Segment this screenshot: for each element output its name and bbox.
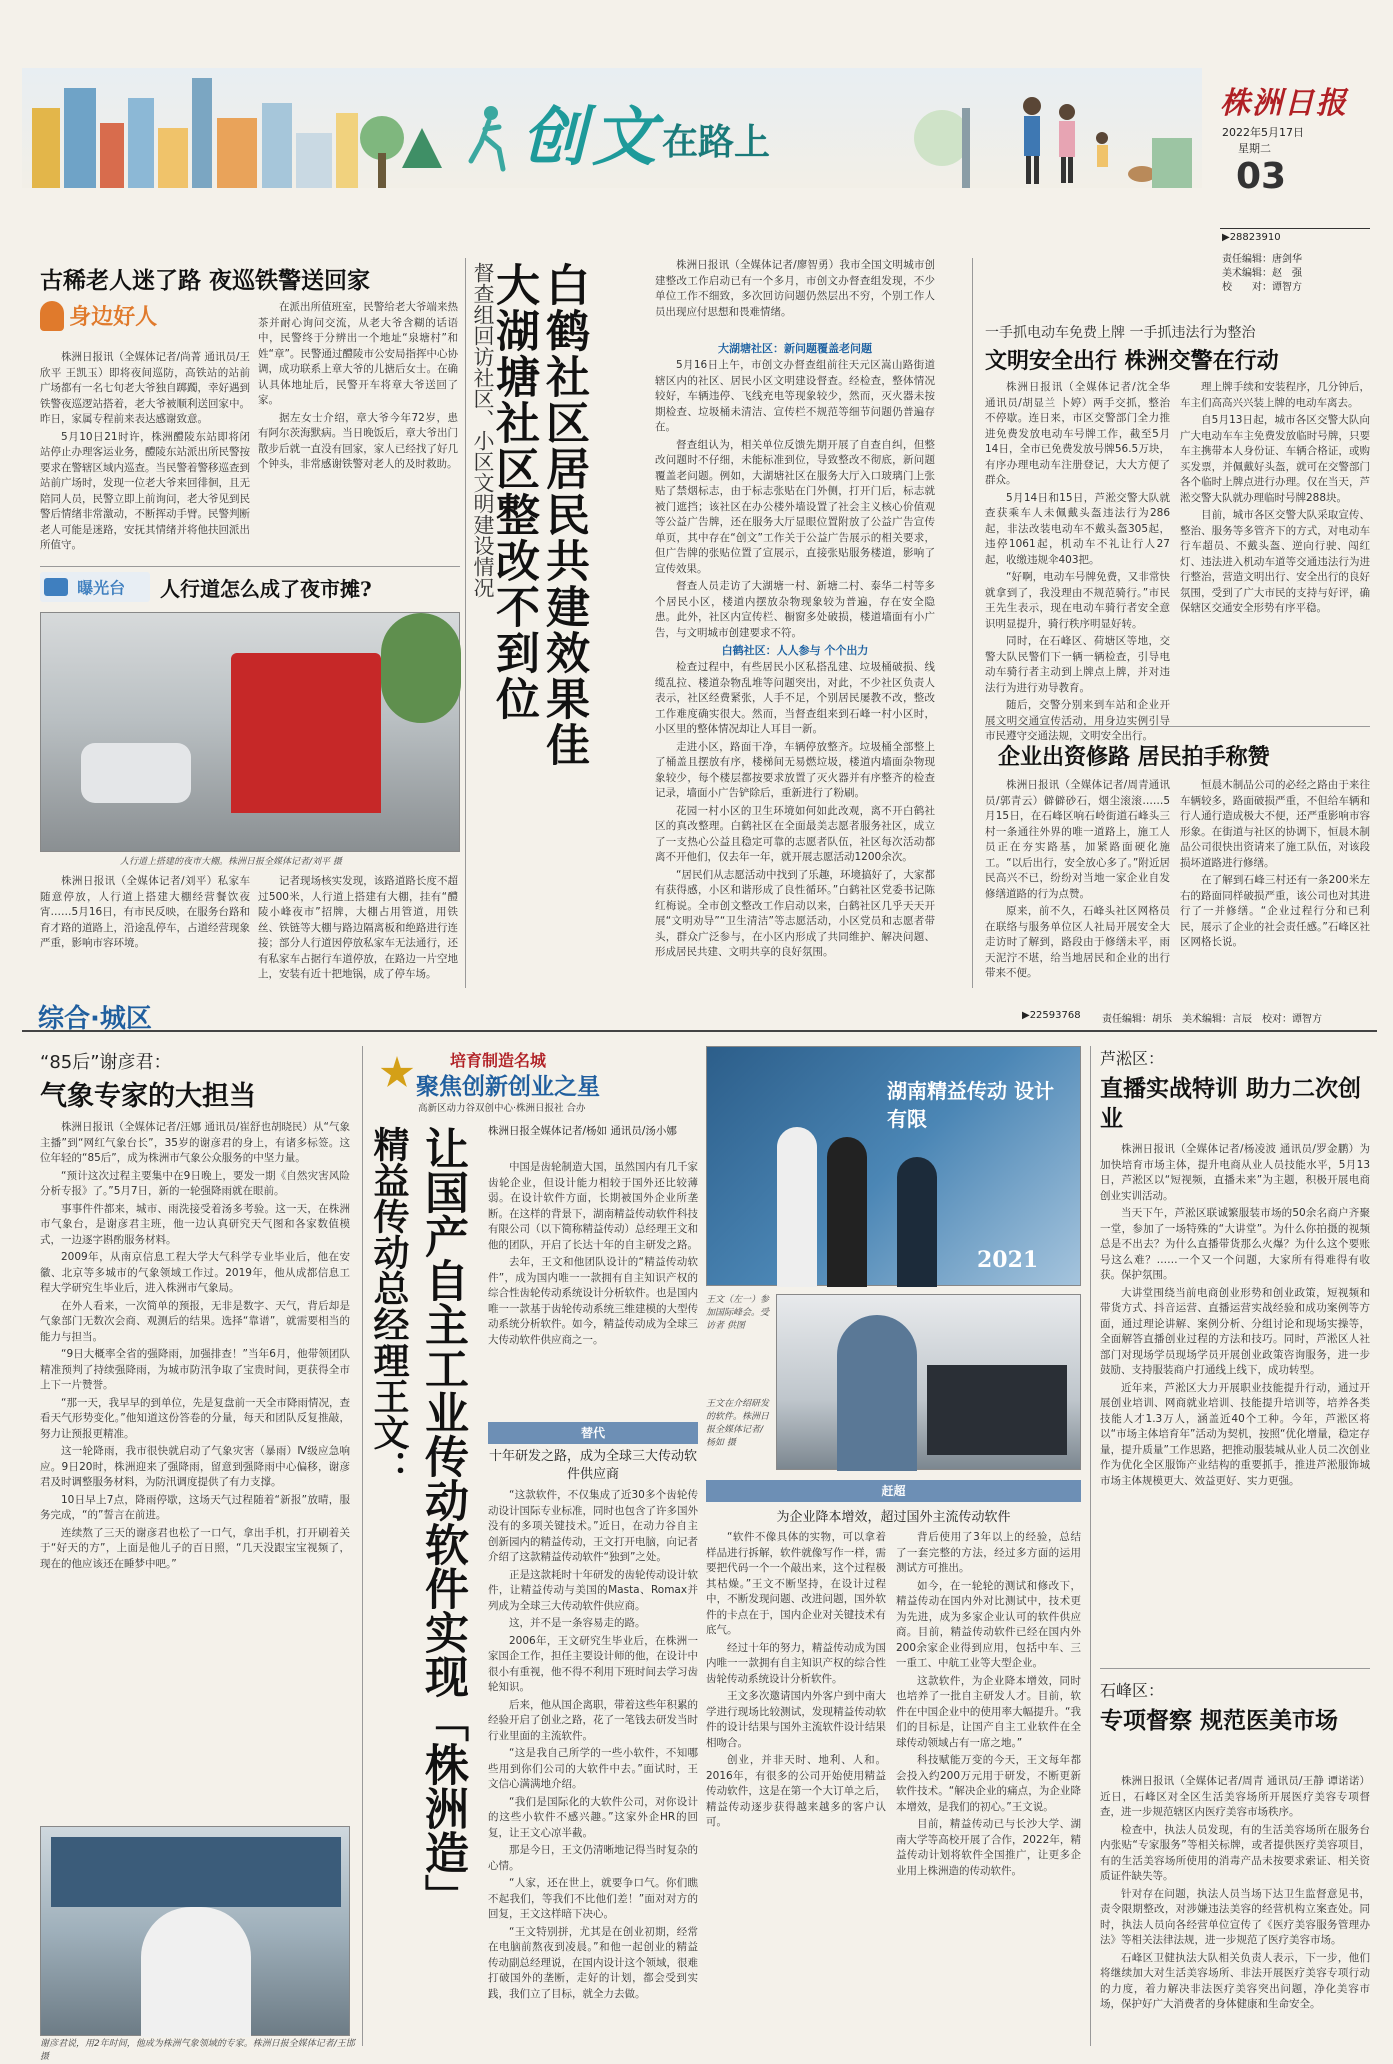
story-divider-left	[40, 566, 460, 567]
story1-tag: 身边好人	[40, 300, 210, 340]
story-divider-bottom-right	[1100, 1668, 1370, 1669]
story7-kicker: 精益传动总经理王文：	[368, 1126, 410, 1486]
story1-body-col1: 株洲日报讯（全媒体记者/尚菁 通讯员/王欣平 王凯玉）即将夜间巡防，高铁站的站前广场都有一名七旬老大爷独自踯躅，幸好遇到铁警夜巡逻站搭着，老大爷被顺利送回家中。昨日，家属专程前来表达感谢致意。 5月10日21时许，株洲醴陵东站即将闭站停止办理客运业务，醴陵东站派出所民警按要求在警辖区域内巡查。当民警着警移巡查到站前广场时，发现一位老大爷来回徘徊，且无陪同人员，民警立即上前询问，老大爷见到民警后情绪非常激动，不断挥动手臂。民警判断老人可能是迷路，安抚其情绪并将他扶回派出所值守。	[40, 351, 250, 551]
runner-icon	[467, 103, 507, 173]
story4-body-col1: 株洲日报讯（全媒体记者/沈全华 通讯员/胡显兰 卜婷）两手交抓，整治不停歇。连日来，市区交警部门全力推进免费发放电动车号牌工作，截至5月14日，全市已免费发放号牌56.5万块，有序办理电动车注册登记，大大方便了群众。 5月14日和15日，芦淞交警大队就查获乘车人未佩戴头盔违法行为286起，非法改装电动车不戴头盔305起，违停1061起，机动车不礼让行人27起，收缴违规伞403把。 “好啊，电动车号牌免费，又非常快就拿到了，我没理由不规范骑行。”市民王先生表示，现在电动车骑行者安全意识明显提升，骑行秩序明显好转。 同时，在石峰区、荷塘区等地，交警大队民警们下一辆一辆检查，引导电动车骑行者主动到上牌点上牌，并对违法行为进行劝导教育。 随后，交警分别来到车站和企业开展文明交通宣传活动，用身边实例引导市民遵守交通法规，文明安全出行。	[985, 381, 1170, 742]
story7-badge: 培育制造名城 聚焦创新创业之星 高新区动力谷双创中心·株洲日报社 合办	[380, 1048, 680, 1120]
story4-kicker: 一手抓电动车免费上牌 一手抓违法行为整治	[985, 325, 1256, 341]
story8-title: 直播实战特训 助力二次创业	[1100, 1075, 1362, 1132]
story3-subtitle: 督查组回访社区、小区文明建设情况	[471, 262, 495, 598]
column-rule-1	[465, 258, 466, 988]
column-rule-4	[1090, 1046, 1091, 2046]
story5-body-col1: 株洲日报讯（全媒体记者/周青通讯员/郭青云）僻僻砂石，烟尘滚滚……5月15日，在石峰区响石岭街道石峰头三村一条通往外界的唯一道路上，施工人员正在夯实路基，加紧路面硬化施工。“以后出行，安全放心多了。”附近居民高兴不已，纷纷对当地一家企业自发修缮道路的行为点赞。 原来，前不久，石峰头社区网格员在联络与服务单位区人社局开展安全大走访时了解到，路段由于修缮未平，雨天泥泞不堪，给当地居民和企业的出行带来不便。	[985, 779, 1170, 979]
section-name: 综合·城区	[38, 1004, 152, 1034]
story9-kicker: 石峰区：	[1100, 1681, 1165, 1700]
story3-body2: 检查过程中，有些居民小区私搭乱建、垃圾桶破损、线缆乱拉、楼道杂物乱堆等问题突出，对此，不少社区负责人表示，社区经费紧张，人手不足，个别居民屡教不改，整改工作难度确实很大。然而，当督查组来到石峰一村小区时，小区里的整体情况却让人耳目一新。 走进小区，路面干净，车辆停放整齐。垃圾桶全部整上了桶盖且摆放有序，楼梯间无易燃垃圾，楼道内墙面杂物现象较少，每个楼层都按要求放置了灭火器并有序整齐的检查记录，墙面小广告铲除后，重新进行了粉刷。 花园一村小区的卫生环境如何如此改观，离不开白鹤社区的真改整理。白鹤社区在全面最美志愿者服务社区，成立了一支热心公益且稳定可靠的志愿者队伍，社区每次活动都离不开他们，仅去年一年，就开展志愿活动1200余次。 “居民们从志愿活动中找到了乐趣，环境搞好了，大家都有获得感，小区和谐形成了良性循环。”白鹤社区党委书记陈红梅说。全市创文整改工作启动以来，白鹤社区几乎天天开展“文明劝导”“卫生清洁”等志愿活动，小区党员和志愿者带头，群众广泛参与，在小区内形成了共同维护、解决问题、形成居民共建、文明共享的良好氛围。	[655, 661, 935, 958]
page-number: 03	[1236, 156, 1287, 197]
tree	[381, 613, 461, 723]
story3-sub1: 大湖塘社区：新问题覆盖老问题	[718, 342, 872, 355]
masthead-editor-1: 责任编辑：唐剑华	[1222, 254, 1302, 265]
story7-byline: 株洲日报全媒体记者/杨如 通讯员/汤小娜	[488, 1125, 677, 1137]
person-icon	[40, 301, 64, 331]
column-rule-3	[362, 1046, 363, 2046]
story3-body1: 5月16日上午，市创文办督查组前往天元区嵩山路街道辖区内的社区、居民小区文明建设督查。经检查，整体情况较好，车辆违停、飞线充电等现象较少，然而，灭火器未按期检查、垃圾桶未清洁、宣传栏不规范等细节问题仍普遍存在。 督查组认为，相关单位反馈先期开展了自查自纠，但整改问题时不仔细，未能标准到位，导致整改不彻底，新问题覆盖老问题。例如，大湖塘社区在服务大厅入口玻璃门上张贴了禁烟标志，由于标志张贴在门外侧，打开门后，标志就被门遮挡；该社区在办公楼外墙设置了社会主义核心价值观等公益广告牌，还在服务大厅显眼位置附放了公益广告宣传单页，其中存在“创文”工作关于公益广告展示的相关要求，但广告牌的张贴位置了宣展示，直接张贴服务楼道，影响了宣传效果。 督查人员走访了大湖塘一村、新塘二村、泰华二村等多个居民小区，楼道内摆放杂物现象较为普遍，存在安全隐患。此外，社区内宣传栏、橱窗多处破损，楼道墙面有小广告，与文明城市创建要求不符。	[655, 359, 935, 639]
story2-photo-caption: 人行道上搭建的夜市大棚。株洲日报全媒体记者/刘平 摄	[120, 857, 342, 867]
story7-sub1-title: 十年研发之路，成为全球三大传动软件供应商	[488, 1449, 697, 1482]
story7-body-right2: 背后使用了3年以上的经验，总结了一套完整的方法，经过多方面的运用测试方可推出。 如今，在一轮轮的测试和修改下，精益传动在国内外对比测试中，技术更为先进，成为多家企业认可的软件供应商。目前，精益传动软件已经在国内外200余家企业得到应用，包括中车、三一重工、中航工业等大型企业。 这款软件，为企业降本增效，同时也培养了一批自主研发人才。目前，软件在中国企业中的使用率大幅提升。“我们的目标是，让国产自主工业软件在全球传动领域占有一席之地。” 科技赋能万变的今天，王文每年都会投入约200万元用于研发，不断更新软件技术。“解决企业的痛点，为企业降本增效，是我们的初心。”王文说。 目前，精益传动已与长沙大学、湖南大学等高校开展了合作，2022年，精益传动计划将软件全国推广，让更多企业用上株洲造的传动软件。	[896, 1531, 1081, 1877]
story7-sub1: 替代	[488, 1422, 698, 1444]
story4-body-col2: 理上牌手续和安装程序，几分钟后，车主们高高兴兴装上牌的电动车离去。 自5月13日起，城市各区交警大队向广大电动车车主免费发放临时号牌，只要车主携带本人身份证、车辆合格证，或购买发票，并佩戴好头盔，就可在交警部门各个临时上牌点进行办理。仅在当天，芦淞交警大队就办理临时号牌288块。 目前，城市各区交警大队采取宣传、整治、服务等多管齐下的方式，对电动车行车超员、不戴头盔、逆向行驶、闯红灯、违法进入机动车道等交通违法行为进行整治，营造文明出行、安全出行的良好氛围，受到了广大市民的支持与好评，确保辖区交通安全形势有序平稳。	[1180, 381, 1370, 614]
story1-title: 古稀老人迷了路 夜巡铁警送回家	[40, 267, 371, 294]
section-header-bar	[22, 996, 1377, 1032]
section-phone: ▶22593768	[1022, 1010, 1081, 1021]
story7-sub2-title: 为企业降本增效，超过国外主流传动软件	[776, 1510, 1011, 1525]
story7-body-left: 中国是齿轮制造大国，虽然国内有几千家齿轮企业，但设计能力相较于国外还比较薄弱。在设计软件方面，长期被国外企业所垄断。在这样的背景下，湖南精益传动软件科技有限公司（以下简称精益传动）总经理王文和他的团队，开启了长达十年的自主研发之路。 去年，王文和他团队设计的“精益传动软件”，成为国内唯一一款拥有自主知识产权的综合性齿轮传动系统设计分析软件。也是国内唯一一款基于齿轮传动系统三维建模的大型传动系统分析软件。如今，精益传动成为全球三大传动软件供应商之一。	[488, 1161, 698, 1346]
paper-name: 株洲日报	[1220, 86, 1348, 121]
story5-body-col2: 恒晨木制品公司的必经之路由于来往车辆较多，路面破损严重，不但给车辆和行人通行造成极大不便，还严重影响市容形象。在街道与社区的协调下，恒晨木制品公司很快出资请来了施工队伍，对该段损坏道路进行修缮。 在了解到石峰三村还有一条200米左右的路面同样破损严重，该公司也对其进行了一并修缮。“企业过程行分和已利民，展示了企业的社会责任感。”石峰区社区网格长说。	[1180, 779, 1370, 948]
story3-intro: 株洲日报讯（全媒体记者/廖智勇）我市全国文明城市创建整改工作启动已有一个多月，市创文办督查组发现，不少单位工作不细致，多次回访问题仍然层出不穷，个别工作人员出现应付思想和畏难情绪。	[655, 259, 935, 318]
story2-photo	[40, 612, 460, 852]
story7-photo2-caption: 王文在介绍研发的软件。株洲日报全媒体记者/杨如 摄	[706, 1399, 770, 1448]
story2-title: 人行道怎么成了夜市摊?	[160, 577, 372, 601]
story3-sub2: 白鹤社区：人人参与 个个出力	[721, 644, 869, 657]
banner-title: 创文	[522, 100, 662, 175]
story1-body-col2: 在派出所值班室，民警给老大爷端来热茶并耐心询问交流，从老大爷含糊的话语中，民警终于分辨出一个地址“泉塘村”和姓“章”。民警通过醴陵市公安局指挥中心协调，成功联系上章大爷的儿搪后女士。在确认具体地址后，民警开车将章大爷送回了家。 据左女士介绍，章大爷今年72岁，患有阿尔茨海默病。当日晚饭后，章大爷出门散步后就一直没有回家，家人已经找了好几个钟头，非常感谢铁警对老人的及时救助。	[258, 301, 458, 470]
person-figure-2	[827, 1137, 867, 1287]
story8-body: 株洲日报讯（全媒体记者/杨凌波 通讯员/罗金鹏）为加快培育市场主体，提升电商从业人员技能水平，5月13日，芦淞区以“短视频，直播未来”为主题，积极开展电商创业实训活动。 当天下午，芦淞区联诚繁服装市场的50余名商户齐聚一堂，参加了一场特殊的“大讲堂”。为什么你拍摄的视频总是不出去？为什么直播带货那么火爆？为什么这个要账号这么难？……一个又一个问题，大家所有得难得有收获。保护氛围。 大讲堂围绕当前电商创业形势和创业政策，短视频和带货方式、抖音运营、直播运营实战经验和成功案例等方面，通过理论讲解、案例分析、分组讨论和现场实操等，全面解答直播创业过程的方法和技巧。同时，芦淞区人社部门对现场学员现场学员开展创业政策咨询服务，进一步鼓励、支持服装商户打通线上线下，成功转型。 近年来，芦淞区大力开展职业技能提升行动，通过开展创业培训、网商就业培训、技能提升培训等，培养各类技能人才1.3万人，涵盖近40个工种。今年，芦淞区将以“市场主体培育年”活动为契机，按照“优化增量，稳定存量，提升质量”工作思路，把推动服装城从业人员二次创业作为优化全区服饰产业结构的重要抓手，推进芦淞服饰城市场主体规模更大、效益更好、实力更强。	[1100, 1143, 1370, 1487]
issue-date: 2022年5月17日	[1222, 126, 1304, 139]
story6-body: 株洲日报讯（全媒体记者/汪娜 通讯员/崔舒也胡晓民）从“气象主播”到“网红气象台长”，35岁的谢彦君的身上，有诸多标签。这位年轻的“85后”，成为株洲市气象公众服务的中坚力量。 “预计这次过程主要集中在9日晚上，要发一期《自然灾害风险分析专报》了。”5月7日，新的一轮强降雨就在眼前。 事事件件都来，城市、雨洗接受着汤多考验。这一天，在株洲市气象台，是谢彦君主班，他一边认真研究天气图和各家数值模式，一边逐字斟酌服务材料。 2009年，从南京信息工程大学大气科学专业毕业后，他在安徽、北京等多城市的气象领域工作过。2019年，他从成都信息工程大学研究生毕业后，进入株洲市气象局。 在外人看来，一次简单的预报，无非是数字、天气，背后却是气象部门无数次会商、观测后的结果。选择“靠谱”，就需要相当的能力与担当。 “9日大概率全省的强降雨，加强排查！”当年6月，他带领团队精准预判了持续强降雨，为城市防汛争取了宝贵时间，更获得全市上下一片赞誉。 “那一天，我早早的到单位，先是复盘前一天全市降雨情况，查看天气形势变化。”他知道这份答卷的分量，每天和团队反复推敲，努力让预报更精准。 这一轮降雨，我市很快就启动了气象灾害（暴雨）Ⅳ级应急响应。9日20时，株洲迎来了强降雨，留意到强降雨中心偏移，谢彦君及时调整服务材料，为防汛调度提供了有力支撑。 10日早上7点，降雨停歇，这场天气过程随着“新报”放晴，服务完成，“的”誓言在前进。 连续熬了三天的谢彦君也松了一口气，拿出手机，打开刷着关于“好天的方”，上面是他儿子的百日照，“几天没跟宝宝视频了，现在的他应该还在睡梦中吧。”	[40, 1121, 350, 1570]
story3-title-line2: 大湖塘社区整改不到位	[488, 262, 539, 722]
story2-body-col1: 株洲日报讯（全媒体记者/刘平）私家车随意停放，人行道上搭建大棚经营餐饮夜宵……5月16日，有市民反映，在服务台路和育才路的道路上，沿途乱停车，占道经营现象严重，影响市容环境。	[40, 875, 250, 949]
story8-kicker: 芦淞区：	[1100, 1049, 1165, 1068]
story6-photo	[40, 1826, 350, 2036]
story7-body-left2: “这款软件，不仅集成了近30多个齿轮传动设计国际专业标准，同时也包含了许多国外没有的多项关键技术。”近日，在动力谷自主创新园内的精益传动，王文打开电脑，向记者介绍了这款精益传动软件“独到”之处。 正是这款耗时十年研发的齿轮传动设计软件，让精益传动与美国的Masta、Romax并列成为全球三大传动软件供应商。 这，并不是一条容易走的路。 2006年，王文研究生毕业后，在株洲一家国企工作，担任主要设计师的他，在设计中很小有重视，他不得不利用下班时间去学习齿轮知识。 后来，他从国企离职，带着这些年积累的经验开启了创业之路，花了一笔钱去研发当时行业里面的主流软件。 “这是我自己所学的一些小软件，不知哪些用到你们公司的大软件中去。”面试时，王文信心满满地介绍。 “我们是国际化的大软件公司，对你设计的这些小软件不感兴趣。”这家外企HR的回复，让王文心凉半截。 那是今日，王文仍清晰地记得当时复杂的心情。 “人家，还在世上，就要争口气。你们瞧不起我们，等我们不比他们差！”面对对方的回复，王文这样暗下决心。 “王文特别拼，尤其是在创业初期，经常在电脑前熬夜到凌晨。”和他一起创业的精益传动副总经理说，在国内设计这个领域，很难打破国外的垄断，走好的计划，都会受到实践，我们立了目标，就全力去做。	[488, 1489, 698, 2000]
story7-photo-office	[776, 1294, 1081, 1470]
story2-tag: 曝光台	[40, 572, 150, 602]
person-portrait	[141, 1907, 251, 2037]
story9-body: 株洲日报讯（全媒体记者/周青 通讯员/王静 谭诺诺）近日，石峰区对全区生活美容场所开展医疗美容专项督查，进一步规范辖区内医疗美容市场秩序。 检查中，执法人员发现，有的生活美容场所在服务台内张贴“专家服务”等相关标牌，或者提供医疗美容项目，有的生活美容场所使用的消毒产品未按要求索证、相关资质证件缺失等。 针对存在问题，执法人员当场下达卫生监督意见书，责令限期整改，对涉嫌违法美容的经营机构立案查处。同时，执法人员向各经营单位宣传了《医疗美容服务管理办法》等相关法律法规，进一步规范了医疗美容市场。 石峰区卫健执法大队相关负责人表示，下一步，他们将继续加大对生活美容场所、非法开展医疗美容专项行动的力度，着力解决非法医疗美容突出问题，净化美容市场，保护好广大消费者的身体健康和生命安全。	[1100, 1775, 1370, 2010]
story6-kicker: “85后”谢彦君：	[40, 1052, 172, 1073]
banner-subtitle: 在路上	[662, 122, 771, 163]
masthead-divider	[1220, 228, 1370, 229]
banner-text: 湖南精益传动 设计有限	[887, 1079, 1054, 1131]
monitor	[927, 1365, 1067, 1455]
story2-body-col2: 记者现场核实发现，该路道路长度不超过500米，人行道上搭建有大棚，挂有“醴陵小峰夜市”招牌，大棚占用管道，用铁丝、铁链等大棚与路边隔离板和绝路进行连接；部分人行道因停放私家车无法通行，还有私家车占据行车道停放，在路边一片空地上，安装有近十把地锅，成了停车场。	[258, 875, 458, 980]
star-icon	[380, 1056, 414, 1090]
masthead-phone: ▶28823910	[1222, 232, 1281, 243]
story-divider-right	[985, 726, 1370, 727]
family-walking-illustration	[902, 78, 1202, 188]
city-skyline-illustration	[22, 68, 462, 188]
story7-sub2: 赶超	[706, 1480, 1081, 1502]
person-figure-1	[777, 1127, 817, 1287]
story4-title: 文明安全出行 株洲交警在行动	[985, 348, 1279, 374]
story7-title: 让国产自主工业传动软件实现「株洲造」	[417, 1126, 468, 1918]
story9-title: 专项督察 规范医美市场	[1100, 1707, 1339, 1734]
issue-weekday: 星期二	[1238, 142, 1271, 155]
story6-photo-caption: 谢彦君说，用2年时间，他成为株洲气象领域的专家。株洲日报全媒体记者/王邯 摄	[40, 2039, 355, 2062]
person-figure-3	[897, 1157, 937, 1287]
story6-title: 气象专家的大担当	[40, 1081, 256, 1112]
masthead-banner	[22, 68, 1202, 188]
story7-photo-ceremony	[706, 1046, 1081, 1286]
story5-title: 企业出资修路 居民拍手称赞	[998, 744, 1270, 770]
column-rule-2	[972, 258, 973, 988]
masthead-editor-3: 校 对：谭智方	[1222, 282, 1302, 293]
banner-year: 2021	[977, 1247, 1039, 1273]
story3-title-line1: 白鹤社区居民共建效果佳	[538, 262, 589, 768]
masthead-editor-2: 美术编辑：赵 强	[1222, 268, 1302, 279]
parked-car	[81, 743, 191, 803]
section-editors: 责任编辑：胡乐 美术编辑：言辰 校对：谭智方	[1102, 1014, 1322, 1025]
weather-screens	[51, 1837, 341, 1907]
camera-icon	[44, 578, 68, 596]
person-portrait-wang	[837, 1315, 917, 1471]
market-tent	[231, 653, 381, 813]
story7-body-right: “软件不像具体的实物，可以拿着样品进行拆解，软件就像写作一样，需要把代码一个一个敲出来，这个过程极其枯燥。”王文不断坚持，在设计过程中，不断发现问题、改进问题，国外软件的卡点在于，国内企业对关键技术有底气。 经过十年的努力，精益传动成为国内唯一一款拥有自主知识产权的综合性齿轮传动系统设计分析软件。 王文多次邀请国内外客户到中南大学进行现场比较测试，发现精益传动软件的设计结果与国外主流软件设计结果相吻合。 创业，并非天时、地利、人和。2016年，有很多的公司开始使用精益传动软件，这是在第一个大订单之后，精益传动逐步获得越来越多的客户认可。	[706, 1531, 886, 1828]
story7-photo1-caption: 王文（左一）参加国际峰会。受访者 供图	[706, 1295, 770, 1331]
